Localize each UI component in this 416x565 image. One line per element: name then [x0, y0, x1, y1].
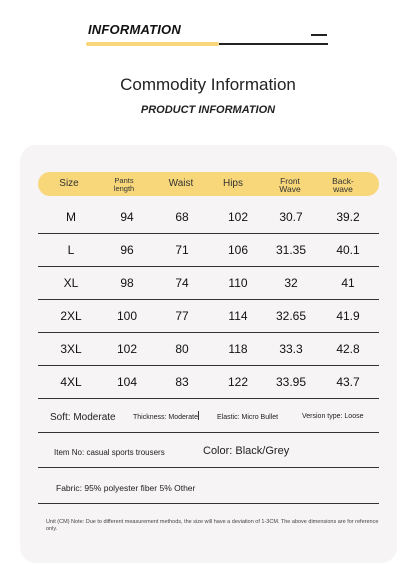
rule-attrs-2 [38, 467, 379, 468]
table-cell: 68 [175, 210, 189, 224]
table-cell: 74 [175, 276, 189, 290]
table-header-pill [38, 172, 379, 196]
table-row-rule [38, 332, 379, 333]
size-label: 3XL [60, 342, 82, 356]
table-cell: 32.65 [275, 309, 307, 323]
table-cell: 30.7 [279, 210, 303, 224]
size-label: 4XL [60, 375, 82, 389]
page-title: Commodity Information [120, 75, 296, 94]
table-cell: 122 [227, 375, 249, 389]
table-cell: 43.7 [336, 375, 360, 389]
attr-thickness: Thickness: Moderate [133, 414, 198, 421]
table-row-rule [38, 365, 379, 366]
table-cell: 100 [116, 309, 138, 323]
table-row-rule [38, 398, 379, 399]
page-subtitle: PRODUCT INFORMATION [140, 104, 276, 116]
table-cell: 80 [175, 342, 189, 356]
header-accent-bar [86, 42, 219, 46]
table-cell: 118 [228, 342, 248, 356]
attr-divider [198, 411, 199, 420]
table-cell: 77 [175, 309, 189, 323]
col-header-pants-length: Pants length [113, 176, 135, 193]
rule-attrs-1 [38, 432, 379, 433]
header-dash [311, 34, 327, 36]
size-label: XL [63, 276, 79, 290]
table-cell: 33.3 [279, 342, 303, 356]
col-header-front-wave: Front Wave [279, 176, 301, 194]
table-row-rule [38, 233, 379, 234]
table-cell: 41.9 [336, 309, 360, 323]
size-label: 2XL [60, 309, 82, 323]
table-cell: 71 [175, 243, 189, 257]
table-cell: 39.2 [336, 210, 360, 224]
table-cell: 98 [120, 276, 134, 290]
table-cell: 110 [228, 276, 248, 290]
header-rule [219, 43, 328, 45]
table-cell: 83 [175, 375, 189, 389]
col-header-hips: Hips [222, 178, 244, 189]
table-cell: 32 [284, 276, 298, 290]
attr-elastic: Elastic: Micro Bullet [217, 414, 279, 421]
col-header-size: Size [59, 178, 79, 189]
table-cell: 40.1 [336, 243, 360, 257]
table-row-rule [38, 266, 379, 267]
table-cell: 114 [228, 309, 248, 323]
attr-item-no: Item No: casual sports trousers [54, 448, 165, 457]
table-cell: 106 [227, 243, 249, 257]
attr-color: Color: Black/Grey [203, 445, 290, 457]
rule-attrs-3 [38, 503, 379, 504]
info-header-title: INFORMATION [88, 22, 181, 37]
col-header-back-wave: Back- wave [332, 176, 354, 194]
measurement-note: Unit (CM) Note: Due to different measurement methods, the size will have a deviation of 1-3CM. The above dimensions are for reference only. [46, 519, 379, 532]
size-label: L [67, 243, 75, 257]
col-header-waist: Waist [168, 178, 194, 189]
table-cell: 104 [116, 375, 138, 389]
table-cell: 102 [116, 342, 138, 356]
table-cell: 31.35 [275, 243, 307, 257]
attr-soft: Soft: Moderate [50, 412, 116, 423]
table-cell: 33.95 [275, 375, 307, 389]
table-cell: 102 [227, 210, 249, 224]
size-label: M [66, 210, 76, 224]
table-row-rule [38, 299, 379, 300]
table-cell: 41 [341, 276, 355, 290]
attr-version: Version type: Loose [302, 413, 364, 420]
table-cell: 42.8 [336, 342, 360, 356]
table-cell: 96 [120, 243, 134, 257]
table-cell: 94 [120, 210, 134, 224]
attr-fabric: Fabric: 95% polyester fiber 5% Other [56, 483, 196, 493]
